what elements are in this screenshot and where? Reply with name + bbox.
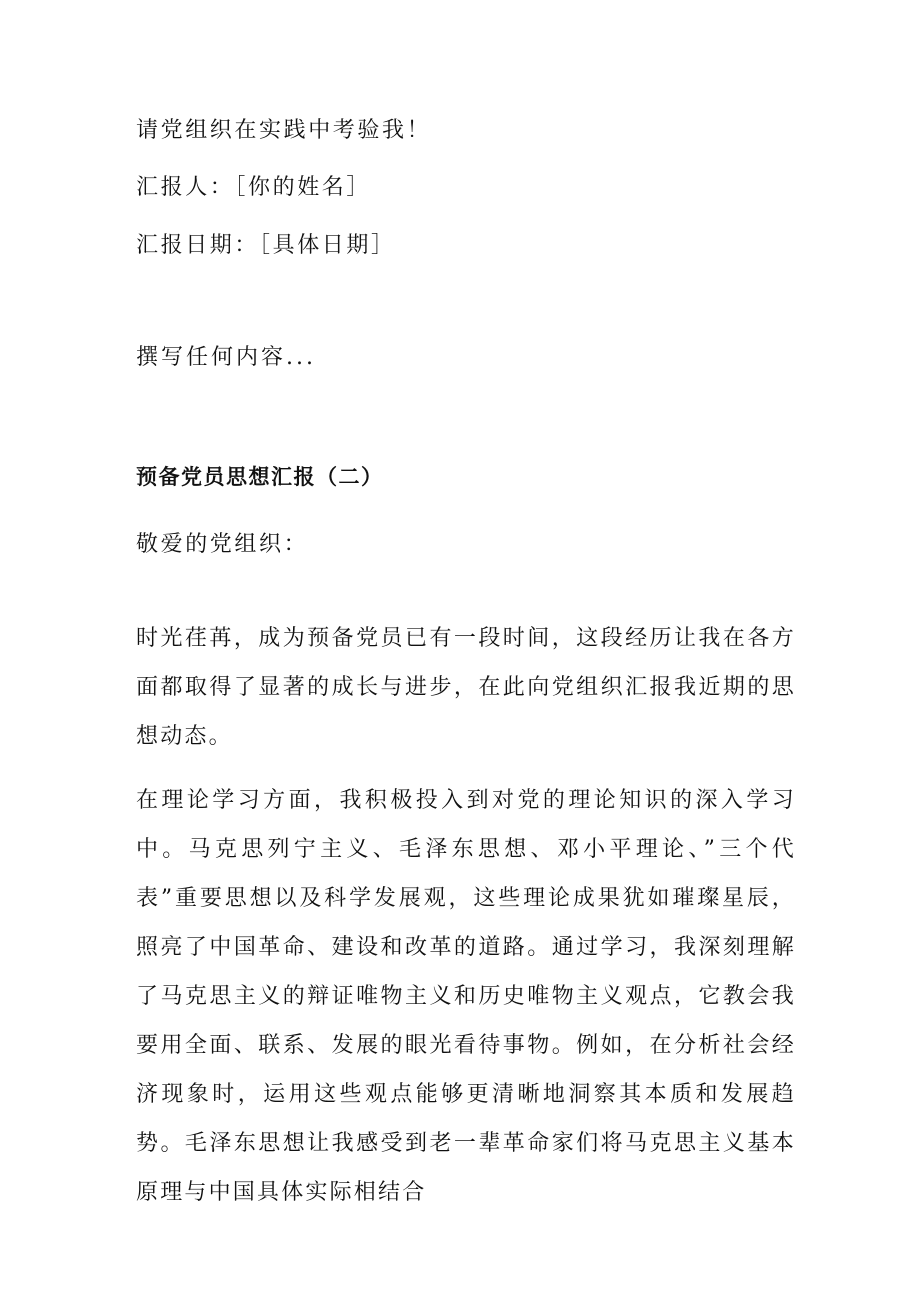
report-date-line: 汇报日期：［具体日期］ [136,233,396,258]
reporter-line: 汇报人：［你的姓名］ [136,175,372,200]
salutation: 敬爱的党组织： [136,532,309,557]
placeholder-text: 撰写任何内容... [136,345,316,370]
paragraph-intro: 时光荏苒，成为预备党员已有一段时间，这段经历让我在各方面都取得了显著的成长与进步，在此向党组织汇报我近期的思想动态。 [136,626,796,749]
section-title: 预备党员思想汇报（二） [136,465,384,489]
paragraph-theory-study: 在理论学习方面，我积极投入到对党的理论知识的深入学习中。马克思列宁主义、毛泽东思想、邓小平理论、”三个代表”重要思想以及科学发展观，这些理论成果犹如璀璨星辰，照亮了中国革命、建设和改革的道路。通过学习，我深刻理解了马克思主义的辩证唯物主义和历史唯物主义观点，它教会我要用全面、联系、发展的眼光看待事物。例如，在分析社会经济现象时，运用这些观点能够更清晰地洞察其本质和发展趋势。毛泽东思想让我感受到老一辈革命家们将马克思主义基本原理与中国具体实际相结合 [136,788,796,1205]
closing-request: 请党组织在实践中考验我！ [136,118,432,143]
